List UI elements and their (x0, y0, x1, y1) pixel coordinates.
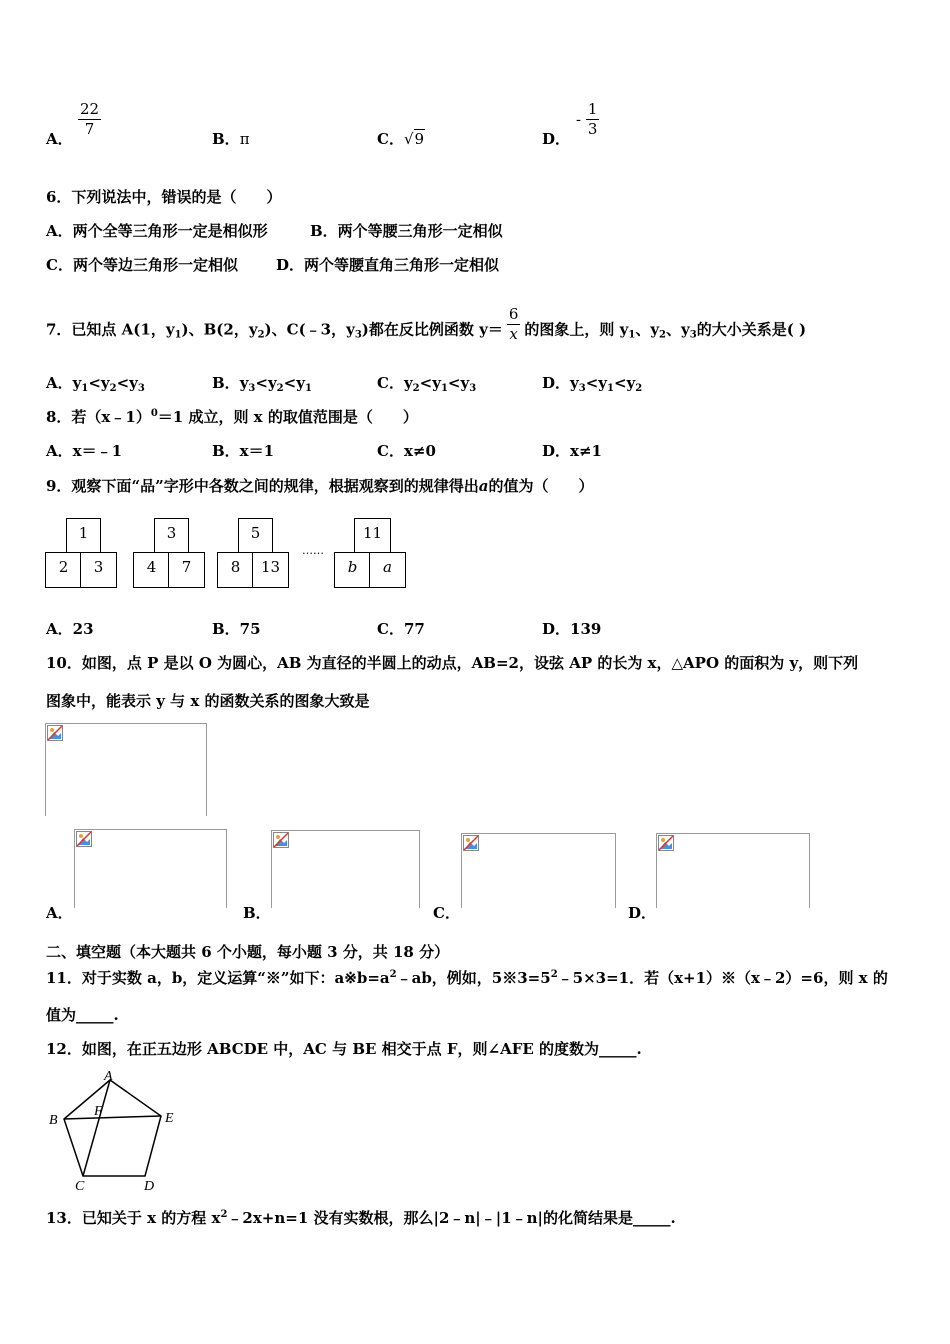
q5-option-b-label: B． (212, 130, 240, 148)
q7-stem: 7．已知点 A(1，$y_1$)、B(2，$y_2$)、C(﹣3，$y_3$)都在反比例函数 y＝ $\frac{6}{x}$ 的图象上，则 $y_1$、$y_2$、$y_3$的大小关系是( ) (46, 305, 807, 343)
q9-option-d: D．139 (542, 620, 602, 638)
q10-option-a-image (74, 829, 227, 908)
q5-option-d-fraction (576, 102, 599, 137)
q10-option-d-label: D． (628, 904, 657, 922)
vertex-label-c: C (75, 1179, 85, 1194)
q10-option-b-image (271, 830, 420, 908)
q9-box-left: 2 (45, 552, 82, 588)
q9-box-left: b (334, 552, 371, 588)
q5-d-numerator: 1 (587, 100, 598, 118)
q6-option-a: A．两个全等三角形一定是相似形 (46, 222, 268, 240)
q9-option-c: C．77 (377, 620, 425, 638)
q9-box-left: 4 (133, 552, 170, 588)
diagonal-ac (83, 1080, 110, 1176)
broken-image-icon (47, 725, 63, 741)
q8-stem: 8．若（x﹣1）$^0$＝1 成立，则 x 的取值范围是（ ） (46, 408, 418, 426)
q7-fraction: $\frac{6}{x}$ (508, 305, 519, 343)
q9-box-left: 8 (217, 552, 254, 588)
q9-box-right: 3 (80, 552, 117, 588)
q5-d-denominator: 3 (587, 120, 598, 138)
q6-option-b: B．两个等腰三角形一定相似 (310, 222, 503, 240)
q7-option-d: D．$y_3<y_1<y_2$ (542, 374, 643, 394)
q10-option-d-image (656, 833, 810, 908)
q9-stem: 9．观察下面“品”字形中各数之间的规律，根据观察到的规律得出a的值为（ ） (46, 477, 594, 495)
q5-option-c-radicand: 9 (414, 130, 425, 148)
q11-stem-line2: 值为_____. (46, 1006, 119, 1024)
q9-box-right: a (369, 552, 406, 588)
pentagon-outline (64, 1080, 161, 1176)
q10-stem-line2: 图象中，能表示 y 与 x 的函数关系的图象大致是 (46, 692, 370, 710)
q5-option-d (542, 128, 570, 149)
vertex-label-a: A (104, 1069, 113, 1084)
q5-option-a (46, 128, 73, 149)
vertex-label-e: E (165, 1111, 174, 1126)
q8-option-c: C．x≠0 (377, 442, 436, 460)
diagonal-be (64, 1116, 161, 1119)
q10-option-b-label: B． (243, 904, 271, 922)
q9-ellipsis: …… (302, 544, 324, 557)
broken-image-icon (658, 835, 674, 851)
q9-box-right: 7 (168, 552, 205, 588)
broken-image-icon (76, 831, 92, 847)
q10-option-c-image (461, 833, 616, 908)
q5-a-numerator: 22 (80, 100, 100, 118)
q10-option-c-label: C． (433, 904, 460, 922)
q5-a-denominator: 7 (84, 120, 95, 138)
broken-image-icon (273, 832, 289, 848)
q9-box-top: 3 (154, 518, 189, 554)
q9-option-b: B．75 (212, 620, 261, 638)
q9-option-a: A．23 (46, 620, 94, 638)
vertex-label-d: D (144, 1179, 155, 1194)
q13-stem: 13．已知关于 x 的方程 $x^2﹣2x+n=1$ 没有实数根，那么|2﹣n|﹣|1﹣n|的化简结果是_____. (46, 1209, 676, 1227)
q5-option-a-label: A． (46, 130, 73, 148)
q5-option-b (212, 128, 250, 149)
q5-option-a-fraction (78, 102, 101, 137)
q7-option-b: B．$y_3<y_2<y_1$ (212, 374, 312, 394)
q11-stem-line1: 11．对于实数 a，b，定义运算“※”如下：$a※b=a^2﹣ab$，例如，$5※3=5^2﹣5\times 3=1$．若（x+1）※（x﹣2）=6，则 x 的 (46, 969, 888, 987)
q5-option-d-label: D． (542, 130, 571, 148)
q10-option-a-label: A． (46, 904, 73, 922)
q9-box-top: 5 (238, 518, 273, 554)
section2-title: 二、填空题（本大题共 6 个小题，每小题 3 分，共 18 分） (46, 943, 450, 961)
q9-box-top: 1 (66, 518, 101, 554)
q8-option-b: B．x＝1 (212, 442, 275, 460)
q6-stem: 6．下列说法中，错误的是（ ） (46, 188, 282, 206)
q9-box-right: 13 (252, 552, 289, 588)
q7-option-a: A．$y_1<y_2<y_3$ (46, 374, 145, 394)
q9-box-top: 11 (354, 518, 391, 554)
q5-option-c-sqrt: √ (403, 130, 414, 148)
q12-stem: 12．如图，在正五边形 ABCDE 中，AC 与 BE 相交于点 F，则∠AFE 的度数为_____. (46, 1040, 642, 1058)
q8-option-a: A．x＝﹣1 (46, 442, 123, 460)
q5-d-minus: - (576, 110, 582, 129)
q10-figure-image (45, 723, 207, 816)
q5-option-c (377, 128, 425, 149)
q7-option-c: C．$y_2<y_1<y_3$ (377, 374, 477, 394)
q6-option-d: D．两个等腰直角三角形一定相似 (276, 256, 500, 274)
q6-option-c: C．两个等边三角形一定相似 (46, 256, 238, 274)
broken-image-icon (463, 835, 479, 851)
q8-option-d: D．x≠1 (542, 442, 602, 460)
point-label-f: F (94, 1104, 103, 1119)
q5-option-b-value: π (239, 130, 250, 148)
q5-option-c-label: C． (377, 130, 404, 148)
q12-pentagon-figure (44, 1066, 184, 1194)
vertex-label-b: B (49, 1113, 58, 1128)
q10-stem-line1: 10．如图，点 P 是以 O 为圆心，AB 为直径的半圆上的动点，AB=2，设弦 AP 的长为 x，△APO 的面积为 y，则下列 (46, 654, 859, 672)
